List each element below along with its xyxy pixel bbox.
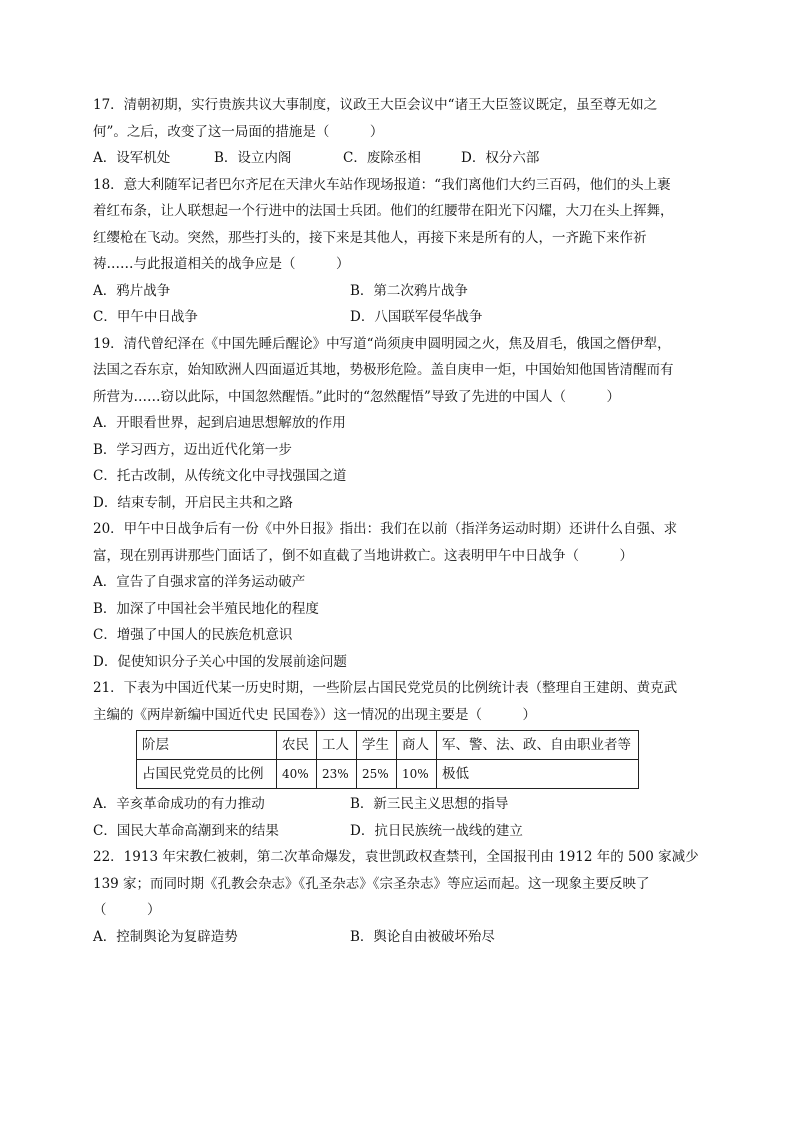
option-a: A．设军机处 (93, 150, 171, 166)
table-cell: 商人 (397, 731, 437, 760)
table-cell: 学生 (357, 731, 397, 760)
option-b: B．加深了中国社会半殖民地化的程度 (93, 600, 319, 617)
table-cell: 25% (357, 760, 397, 789)
option-b: B．新三民主义思想的指导 (350, 796, 509, 812)
question-text: 何”。之后，改变了这一局面的措施是（ ） (93, 123, 384, 140)
option-row (93, 818, 705, 845)
question-text: 139 家；而同时期《孔教会杂志》《孔圣杂志》《宗圣杂志》等应运而起。这一现象主要反映了 (93, 875, 650, 892)
option-d: D．权分六部 (461, 150, 540, 166)
option-a: A．控制舆论为复辟造势 (93, 928, 238, 945)
option-c: C．托古改制，从传统文化中寻找强国之道 (93, 468, 347, 484)
table-cell: 23% (317, 760, 357, 789)
option-row (93, 924, 705, 951)
question-text: 17．清朝初期，实行贵族共议大事制度，议政王大臣会议中“诸王大臣签议既定，虽至尊无如之 (93, 97, 658, 113)
option-d: D．抗日民族统一战线的建立 (350, 822, 523, 839)
question-text: 法国之吞东京，始知欧洲人四面逼近其地，势极形危险。盖自庚申一炬，中国始知他国皆清醒而有 (93, 362, 674, 378)
table-cell: 极低 (437, 760, 639, 789)
question-text: 主编的《两岸新编中国近代史 民国卷》）这一情况的出现主要是（ ） (93, 706, 537, 723)
option-c: C．甲午中日战争 (93, 309, 198, 325)
option-a: A．开眼看世界，起到启迪思想解放的作用 (93, 415, 346, 431)
question-20 (93, 516, 705, 675)
table-cell: 军、警、法、政、自由职业者等 (437, 731, 639, 760)
table-cell: 阶层 (137, 731, 277, 760)
question-22 (93, 844, 705, 950)
question-text: 富，现在别再讲那些门面话了，倒不如直截了当地讲救亡。这表明甲午中日战争（ ） (93, 547, 633, 564)
option-d: D．促使知识分子关心中国的发展前途问题 (93, 653, 347, 670)
option-a: A．鸦片战争 (93, 282, 171, 299)
option-b: B．设立内阁 (214, 150, 292, 166)
table-cell: 40% (277, 760, 317, 789)
question-text: 祷……与此报道相关的战争应是（ ） (93, 256, 350, 272)
option-row (93, 791, 705, 818)
table-cell: 工人 (317, 731, 357, 760)
option-c: C．增强了中国人的民族危机意识 (93, 627, 293, 643)
question-text: 21．下表为中国近代某一历史时期，一些阶层占国民党党员的比例统计表（整理自王建朗、黄克武 (93, 680, 678, 696)
option-d: D．结束专制，开启民主共和之路 (93, 494, 293, 511)
question-text: （ ） (93, 902, 161, 918)
question-17 (93, 92, 705, 172)
question-text: 红缨枪在飞动。突然，那些打头的，接下来是其他人，再接下来是所有的人，一齐跪下来作祈 (93, 229, 647, 246)
table-row (137, 760, 639, 789)
question-text: 着红布条，让人联想起一个行进中的法国士兵团。他们的红腰带在阳光下闪耀，大刀在头上挥舞， (93, 203, 674, 219)
question-21 (93, 675, 705, 844)
question-18 (93, 172, 705, 331)
question-text: 20．甲午中日战争后有一份《中外日报》指出：我们在以前（指洋务运动时期）还讲什么自强、求 (93, 521, 678, 537)
question-text: 22．1913 年宋教仁被刺，第二次革命爆发，袁世凯政权查禁刊，全国报刊由 1912 年的 500 家减少 (93, 849, 699, 865)
table-cell: 10% (397, 760, 437, 789)
option-c: C．国民大革命高潮到来的结果 (93, 822, 279, 839)
table-cell: 农民 (277, 731, 317, 760)
option-row (93, 278, 705, 305)
option-b: B．学习西方，迈出近代化第一步 (93, 441, 292, 458)
question-text: 所营为……窃以此际，中国忽然醒悟。”此时的“忽然醒悟”导致了先进的中国人（ ） (93, 388, 620, 405)
option-d: D．八国联军侵华战争 (350, 309, 483, 325)
question-19 (93, 331, 705, 517)
option-a: A．宣告了自强求富的洋务运动破产 (93, 574, 306, 590)
option-row (93, 304, 705, 331)
exam-page (93, 92, 705, 950)
table-header-row (137, 731, 639, 760)
option-row (93, 145, 705, 172)
table-cell: 占国民党党员的比例 (137, 760, 277, 789)
statistics-table (136, 730, 639, 789)
option-a: A．辛亥革命成功的有力推动 (93, 796, 265, 812)
option-b: B．第二次鸦片战争 (350, 282, 468, 299)
option-c: C．废除丞相 (343, 150, 421, 166)
option-b: B．舆论自由被破坏殆尽 (350, 928, 495, 945)
question-text: 19．清代曾纪泽在《中国先睡后醒论》中写道“尚须庚申圆明园之火，焦及眉毛，俄国之僭伊犁， (93, 335, 671, 352)
question-text: 18．意大利随军记者巴尔齐尼在天津火车站作现场报道：“我们离他们大约三百码，他们的头上裹 (93, 176, 671, 193)
